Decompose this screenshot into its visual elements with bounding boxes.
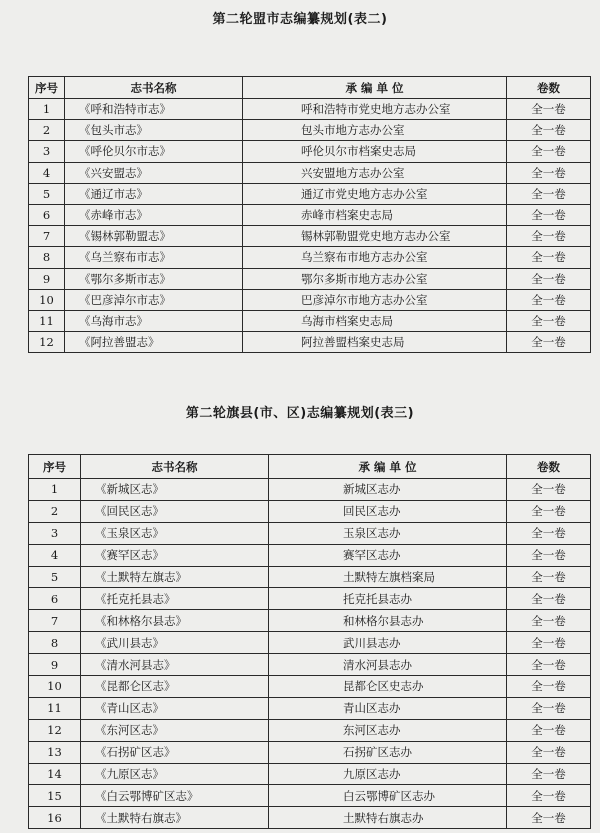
row-book-name: 《武川县志》 <box>81 632 269 654</box>
row-volumes: 全一卷 <box>507 544 591 566</box>
row-index: 16 <box>29 807 81 829</box>
row-index: 15 <box>29 785 81 807</box>
table-row <box>29 697 591 719</box>
row-index: 7 <box>29 226 65 247</box>
row-volumes: 全一卷 <box>507 141 591 162</box>
row-book-name: 《赛罕区志》 <box>81 544 269 566</box>
table-row <box>29 632 591 654</box>
row-index: 4 <box>29 544 81 566</box>
table-row <box>29 479 591 501</box>
table-row <box>29 741 591 763</box>
row-book-name: 《巴彦淖尔市志》 <box>65 289 243 310</box>
row-editor-unit: 九原区志办 <box>269 763 507 785</box>
row-index: 10 <box>29 289 65 310</box>
table-row <box>29 162 591 183</box>
row-volumes: 全一卷 <box>507 204 591 225</box>
row-index: 2 <box>29 120 65 141</box>
row-editor-unit: 兴安盟地方志办公室 <box>243 162 507 183</box>
row-editor-unit: 包头市地方志办公室 <box>243 120 507 141</box>
row-editor-unit: 巴彦淖尔市地方志办公室 <box>243 289 507 310</box>
row-index: 6 <box>29 204 65 225</box>
row-book-name: 《土默特右旗志》 <box>81 807 269 829</box>
row-volumes: 全一卷 <box>507 310 591 331</box>
table-row <box>29 654 591 676</box>
row-book-name: 《回民区志》 <box>81 500 269 522</box>
header-volumes: 卷数 <box>507 77 591 99</box>
row-index: 7 <box>29 610 81 632</box>
row-index: 13 <box>29 741 81 763</box>
row-volumes: 全一卷 <box>507 785 591 807</box>
row-book-name: 《东河区志》 <box>81 719 269 741</box>
table-row <box>29 183 591 204</box>
row-book-name: 《青山区志》 <box>81 697 269 719</box>
row-book-name: 《阿拉善盟志》 <box>65 332 243 353</box>
row-book-name: 《白云鄂博矿区志》 <box>81 785 269 807</box>
row-editor-unit: 呼伦贝尔市档案史志局 <box>243 141 507 162</box>
row-index: 9 <box>29 654 81 676</box>
row-book-name: 《鄂尔多斯市志》 <box>65 268 243 289</box>
table-row <box>29 310 591 331</box>
row-index: 11 <box>29 310 65 331</box>
row-editor-unit: 托克托县志办 <box>269 588 507 610</box>
row-volumes: 全一卷 <box>507 719 591 741</box>
row-index: 8 <box>29 632 81 654</box>
row-volumes: 全一卷 <box>507 676 591 698</box>
row-editor-unit: 玉泉区志办 <box>269 522 507 544</box>
table-row <box>29 544 591 566</box>
row-editor-unit: 乌海市档案史志局 <box>243 310 507 331</box>
header-editor-unit: 承 编 单 位 <box>269 455 507 479</box>
row-volumes: 全一卷 <box>507 500 591 522</box>
header-volumes: 卷数 <box>507 455 591 479</box>
row-editor-unit: 东河区志办 <box>269 719 507 741</box>
row-volumes: 全一卷 <box>507 566 591 588</box>
table-row <box>29 99 591 120</box>
row-editor-unit: 武川县志办 <box>269 632 507 654</box>
table2-title: 第二轮盟市志编纂规划(表二) <box>212 12 388 27</box>
row-volumes: 全一卷 <box>507 162 591 183</box>
row-volumes: 全一卷 <box>507 632 591 654</box>
row-index: 6 <box>29 588 81 610</box>
row-editor-unit: 和林格尔县志办 <box>269 610 507 632</box>
row-volumes: 全一卷 <box>507 588 591 610</box>
row-editor-unit: 回民区志办 <box>269 500 507 522</box>
row-index: 3 <box>29 522 81 544</box>
row-book-name: 《通辽市志》 <box>65 183 243 204</box>
row-book-name: 《呼伦贝尔市志》 <box>65 141 243 162</box>
row-editor-unit: 通辽市党史地方志办公室 <box>243 183 507 204</box>
table-row <box>29 807 591 829</box>
table-row <box>29 566 591 588</box>
row-editor-unit: 清水河县志办 <box>269 654 507 676</box>
row-index: 11 <box>29 697 81 719</box>
row-book-name: 《九原区志》 <box>81 763 269 785</box>
row-index: 3 <box>29 141 65 162</box>
row-editor-unit: 白云鄂博矿区志办 <box>269 785 507 807</box>
row-book-name: 《锡林郭勒盟志》 <box>65 226 243 247</box>
row-index: 8 <box>29 247 65 268</box>
row-volumes: 全一卷 <box>507 247 591 268</box>
table-row <box>29 226 591 247</box>
row-book-name: 《清水河县志》 <box>81 654 269 676</box>
row-editor-unit: 阿拉善盟档案史志局 <box>243 332 507 353</box>
row-index: 4 <box>29 162 65 183</box>
header-index: 序号 <box>29 455 81 479</box>
row-volumes: 全一卷 <box>507 183 591 204</box>
row-volumes: 全一卷 <box>507 763 591 785</box>
table-row <box>29 719 591 741</box>
row-book-name: 《兴安盟志》 <box>65 162 243 183</box>
row-book-name: 《呼和浩特市志》 <box>65 99 243 120</box>
row-volumes: 全一卷 <box>507 479 591 501</box>
row-volumes: 全一卷 <box>507 741 591 763</box>
row-index: 1 <box>29 479 81 501</box>
table-row <box>29 785 591 807</box>
row-book-name: 《托克托县志》 <box>81 588 269 610</box>
table-row <box>29 141 591 162</box>
row-book-name: 《和林格尔县志》 <box>81 610 269 632</box>
row-volumes: 全一卷 <box>507 268 591 289</box>
row-volumes: 全一卷 <box>507 522 591 544</box>
row-editor-unit: 新城区志办 <box>269 479 507 501</box>
header-index: 序号 <box>29 77 65 99</box>
table-row <box>29 332 591 353</box>
table-row <box>29 522 591 544</box>
row-editor-unit: 土默特右旗志办 <box>269 807 507 829</box>
row-book-name: 《乌兰察布市志》 <box>65 247 243 268</box>
row-editor-unit: 鄂尔多斯市地方志办公室 <box>243 268 507 289</box>
table-row <box>29 120 591 141</box>
row-volumes: 全一卷 <box>507 610 591 632</box>
row-index: 12 <box>29 719 81 741</box>
row-book-name: 《乌海市志》 <box>65 310 243 331</box>
row-book-name: 《昆都仑区志》 <box>81 676 269 698</box>
table-row <box>29 247 591 268</box>
row-editor-unit: 赤峰市档案史志局 <box>243 204 507 225</box>
row-index: 10 <box>29 676 81 698</box>
header-book-name: 志书名称 <box>81 455 269 479</box>
row-book-name: 《赤峰市志》 <box>65 204 243 225</box>
row-editor-unit: 锡林郭勒盟党史地方志办公室 <box>243 226 507 247</box>
table-row <box>29 610 591 632</box>
row-volumes: 全一卷 <box>507 289 591 310</box>
row-volumes: 全一卷 <box>507 697 591 719</box>
row-editor-unit: 乌兰察布市地方志办公室 <box>243 247 507 268</box>
row-index: 2 <box>29 500 81 522</box>
header-editor-unit: 承 编 单 位 <box>243 77 507 99</box>
row-index: 14 <box>29 763 81 785</box>
row-editor-unit: 赛罕区志办 <box>269 544 507 566</box>
table-row <box>29 289 591 310</box>
row-book-name: 《石拐矿区志》 <box>81 741 269 763</box>
row-volumes: 全一卷 <box>507 807 591 829</box>
table-row <box>29 204 591 225</box>
row-book-name: 《土默特左旗志》 <box>81 566 269 588</box>
table-row <box>29 268 591 289</box>
table2-header-row <box>29 77 591 99</box>
table-row <box>29 676 591 698</box>
table3-header-row <box>29 455 591 479</box>
row-index: 5 <box>29 183 65 204</box>
table3-title: 第二轮旗县(市、区)志编纂规划(表三) <box>185 406 415 421</box>
table-row <box>29 763 591 785</box>
row-volumes: 全一卷 <box>507 120 591 141</box>
row-book-name: 《玉泉区志》 <box>81 522 269 544</box>
table-row <box>29 588 591 610</box>
row-book-name: 《包头市志》 <box>65 120 243 141</box>
row-index: 9 <box>29 268 65 289</box>
row-index: 5 <box>29 566 81 588</box>
row-volumes: 全一卷 <box>507 332 591 353</box>
row-index: 1 <box>29 99 65 120</box>
table-row <box>29 500 591 522</box>
row-book-name: 《新城区志》 <box>81 479 269 501</box>
row-editor-unit: 青山区志办 <box>269 697 507 719</box>
row-volumes: 全一卷 <box>507 654 591 676</box>
row-editor-unit: 土默特左旗档案局 <box>269 566 507 588</box>
table2 <box>28 76 591 353</box>
row-volumes: 全一卷 <box>507 226 591 247</box>
row-editor-unit: 石拐矿区志办 <box>269 741 507 763</box>
row-index: 12 <box>29 332 65 353</box>
table3 <box>28 454 591 829</box>
row-editor-unit: 呼和浩特市党史地方志办公室 <box>243 99 507 120</box>
header-book-name: 志书名称 <box>65 77 243 99</box>
row-editor-unit: 昆都仑区史志办 <box>269 676 507 698</box>
row-volumes: 全一卷 <box>507 99 591 120</box>
